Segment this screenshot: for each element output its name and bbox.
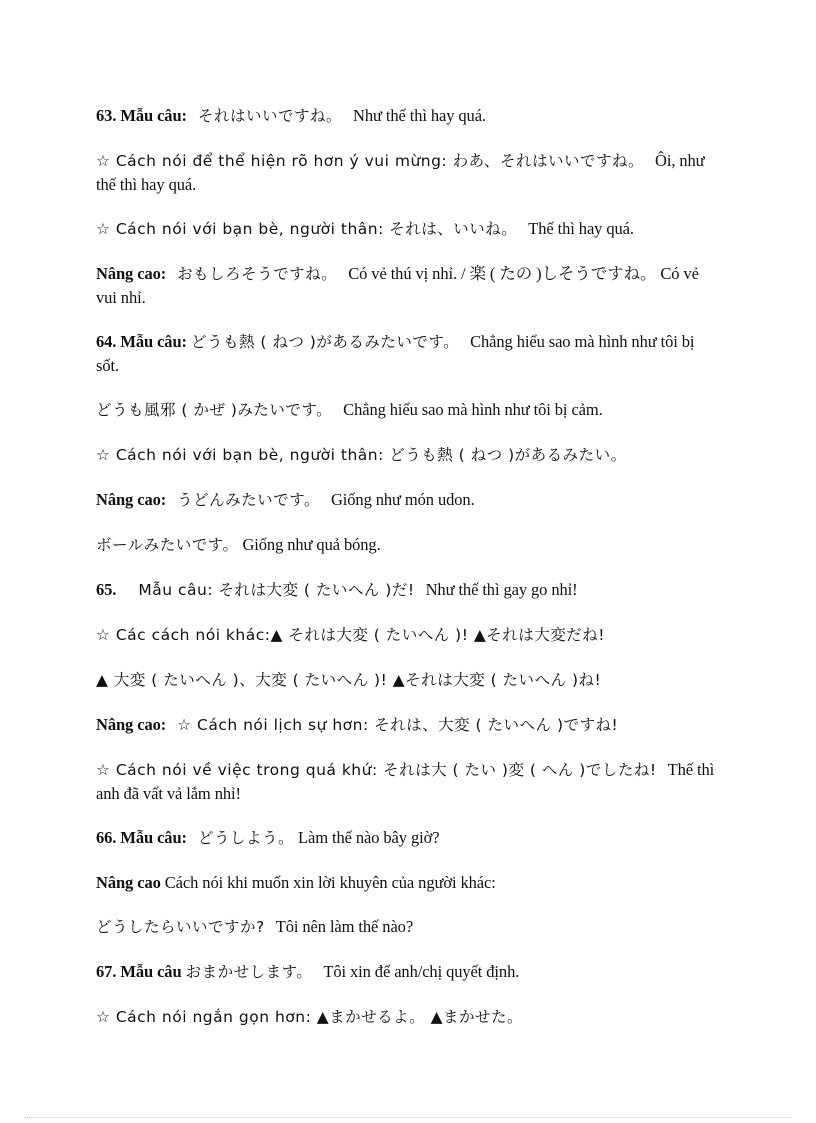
paragraph-label: 63. Mẫu câu: [96,106,187,125]
paragraph-65-other [96,623,716,647]
japanese-text: ボールみたいです。 [96,536,239,554]
paragraph-67-short [96,1005,716,1029]
vietnamese-text: Có vẻ thú vị nhỉ. / 楽 ( たの )しそうですね。 Có vẻ vui nhỉ. [96,264,699,307]
vietnamese-text: Cách nói khi muốn xin lời khuyên của người khác: [164,873,496,892]
vietnamese-text: Chẳng hiểu sao mà hình như tôi bị sốt. [96,332,695,375]
paragraph-label: Nâng cao: [96,490,167,509]
japanese-text: おもしろそうですね。 [177,265,338,283]
vietnamese-text: Giống như món udon. [330,490,475,509]
page-bottom-divider [24,1117,792,1118]
paragraph-label: Nâng cao [96,873,161,892]
paragraph-label: 66. Mẫu câu: [96,828,187,847]
japanese-text: Mẫu câu: それは大変 ( たいへん )だ! [138,581,415,599]
japanese-text: どうも熱 ( ねつ )があるみたいです。 [190,333,460,351]
japanese-text: ☆ Cách nói ngắn gọn hơn: ▲まかせるよ。 ▲まかせた。 [96,1008,523,1026]
paragraph-65-past [96,758,716,805]
japanese-text: ☆ Cách nói để thể hiện rõ hơn ý vui mừng: わあ、それはいいですね。 [96,152,644,170]
paragraph-65-advanced [96,713,716,737]
paragraph-63-pattern [96,104,716,128]
japanese-text: うどんみたいです。 [177,491,320,509]
vietnamese-text: Như thế thì gay go nhỉ! [425,580,578,599]
paragraph-66-advanced [96,871,716,894]
japanese-text: どうしたらいいですか? [96,918,265,936]
japanese-text: どうも風邪 ( かぜ )みたいです。 [96,401,333,419]
paragraph-label: Nâng cao: [96,264,167,283]
vietnamese-text: Làm thế nào bây giờ? [298,828,440,847]
japanese-text: ☆ Cách nói lịch sự hơn: それは、大変 ( たいへん )ですね! [177,716,619,734]
vietnamese-text: Giống như quả bóng. [242,535,381,554]
paragraph-64-pattern [96,330,716,377]
japanese-text: ☆ Cách nói về việc trong quá khứ: それは大 ( たい )変 ( へん )でしたね! [96,761,657,779]
paragraph-65-other-2 [96,668,716,692]
paragraph-66-pattern [96,826,716,850]
japanese-text: ☆ Cách nói với bạn bè, người thân: それは、いいね。 [96,220,518,238]
paragraph-label: 67. Mẫu câu [96,962,182,981]
paragraph-64-ball [96,533,716,557]
paragraph-label: 65. [96,580,117,599]
paragraph-64-advanced [96,488,716,512]
paragraph-label: 64. Mẫu câu: [96,332,187,351]
paragraph-65-pattern [96,578,716,602]
paragraph-label: Nâng cao: [96,715,167,734]
paragraph-63-joy [96,149,716,196]
paragraph-64-cold [96,398,716,422]
vietnamese-text: Tôi nên làm thế nào? [275,917,414,936]
japanese-text: どうしよう。 [197,829,294,847]
paragraph-67-pattern [96,960,716,984]
japanese-text: おまかせします。 [185,963,313,981]
japanese-text: それはいいですね。 [197,107,342,125]
paragraph-64-casual [96,443,716,467]
vietnamese-text: Ôi, như thế thì hay quá. [96,151,705,194]
vietnamese-text: Thế thì anh đã vất vả lắm nhỉ! [96,760,715,803]
vietnamese-text: Tôi xin để anh/chị quyết định. [323,962,520,981]
vietnamese-text: Như thế thì hay quá. [353,106,486,125]
vietnamese-text: Thế thì hay quá. [528,219,634,238]
japanese-text: ▲ 大変 ( たいへん )、大変 ( たいへん )! ▲それは大変 ( たいへん )ね! [96,671,602,689]
japanese-text: ☆ Cách nói với bạn bè, người thân: どうも熱 ( ねつ )があるみたい。 [96,446,627,464]
paragraph-63-advanced [96,262,716,309]
japanese-text: ☆ Các cách nói khác:▲ それは大変 ( たいへん )! ▲それは大変だね! [96,626,605,644]
paragraph-63-casual [96,217,716,241]
vietnamese-text: Chẳng hiểu sao mà hình như tôi bị cảm. [343,400,603,419]
paragraph-66-advice [96,915,716,939]
